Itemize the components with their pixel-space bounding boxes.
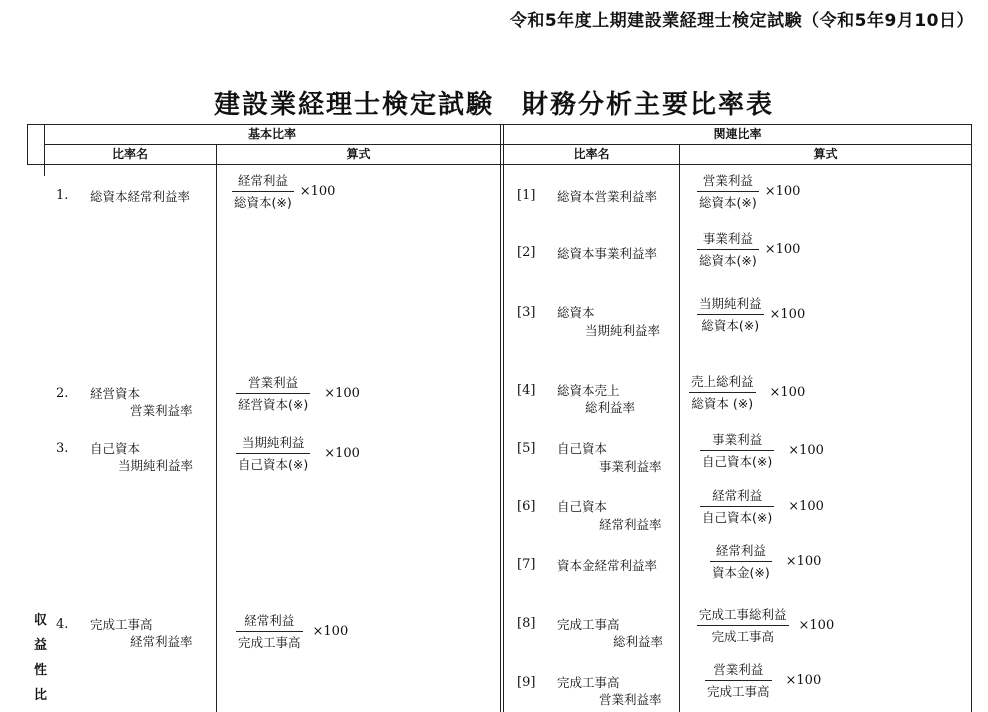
multiplier: ×100: [324, 386, 360, 401]
formula-denominator: 自己資本(※): [702, 510, 773, 525]
fraction-bar: [697, 249, 759, 250]
basic-ratio-formula: [236, 612, 348, 651]
related-ratio-formula: [697, 295, 805, 334]
multiplier: ×100: [324, 446, 360, 461]
fraction-bar: [236, 453, 310, 454]
multiplier: ×100: [785, 554, 822, 569]
fraction-bar: [236, 631, 303, 632]
multiplier: ×100: [788, 499, 824, 514]
related-col-formula-header: 算式: [813, 147, 838, 161]
formula-denominator: 経営資本(※): [238, 397, 309, 412]
related-ratio-name: 総資本売上: [557, 383, 620, 398]
related-ratio-name: 自己資本: [557, 441, 608, 456]
formula-denominator: 総資本(※): [699, 195, 757, 210]
related-ratio-number: [4]: [517, 383, 536, 398]
related-ratio-name: 完成工事高: [557, 617, 620, 632]
multiplier: ×100: [798, 618, 835, 633]
basic-col-name-header: 比率名: [111, 147, 148, 161]
basic-ratio-name: 自己資本: [90, 441, 141, 456]
formula-denominator: 総資本(※): [234, 195, 292, 210]
multiplier: ×100: [785, 673, 822, 688]
related-ratio-number: [6]: [517, 499, 536, 514]
formula-numerator: 経常利益: [244, 613, 295, 628]
left-outer-border: [27, 124, 28, 164]
page-title: 建設業経理士検定試験 財務分析主要比率表: [213, 90, 774, 120]
section-divider-b: [503, 124, 504, 712]
formula-denominator: 自己資本(※): [702, 454, 773, 469]
basic-ratio-number: 1.: [56, 188, 69, 203]
basic-col-formula-header: 算式: [346, 147, 371, 161]
basic-name-formula-divider: [216, 144, 217, 712]
related-ratio-number: [8]: [517, 616, 536, 631]
basic-ratio-number: 3.: [56, 441, 69, 456]
basic-ratio-name: 完成工事高: [90, 617, 153, 632]
fraction-bar: [700, 450, 774, 451]
formula-denominator: 完成工事高: [238, 635, 301, 650]
formula-denominator: 自己資本(※): [238, 457, 309, 472]
exam-header: 令和5年度上期建設業経理士検定試験（令和5年9月10日）: [509, 11, 974, 31]
basic-ratio-formula: [236, 434, 360, 473]
formula-denominator: 完成工事高: [707, 684, 770, 699]
related-ratio-formula: [700, 431, 824, 470]
basic-ratio-name: 経営資本: [90, 386, 141, 401]
formula-numerator: 完成工事総利益: [699, 607, 787, 622]
related-ratio-header: 関連比率: [713, 127, 762, 141]
basic-ratio-name-line2: 経常利益率: [130, 634, 193, 649]
side-label-char: 性: [34, 663, 48, 678]
side-label-char: 収: [34, 613, 48, 628]
multiplier: ×100: [788, 443, 824, 458]
related-ratio-formula: [697, 230, 800, 269]
multiplier: ×100: [769, 307, 806, 322]
related-ratio-name: 完成工事高: [557, 675, 620, 690]
section-divider-a: [500, 124, 501, 712]
formula-numerator: 経常利益: [237, 173, 288, 188]
related-ratio-number: [3]: [517, 305, 536, 320]
related-ratio-number: [1]: [517, 188, 536, 203]
formula-numerator: 営業利益: [713, 662, 764, 677]
basic-ratio-number: 4.: [56, 617, 69, 632]
side-category-label: [34, 608, 47, 708]
formula-denominator: 総資本(※): [699, 253, 757, 268]
fraction-bar: [689, 392, 756, 393]
formula-numerator: 経常利益: [715, 543, 766, 558]
formula-numerator: 営業利益: [248, 375, 299, 390]
multiplier: ×100: [312, 624, 349, 639]
related-ratio-formula: [700, 487, 824, 526]
related-ratio-name: 総資本事業利益率: [557, 246, 658, 261]
related-ratio-formula: [705, 661, 821, 700]
related-ratio-name: 資本金経常利益率: [557, 558, 658, 573]
basic-ratio-number: 2.: [56, 386, 69, 401]
fraction-bar: [697, 314, 764, 315]
related-ratio-name-line2: 営業利益率: [599, 692, 662, 707]
basic-ratio-name-line2: 当期純利益率: [118, 458, 194, 473]
related-ratio-name-line2: 当期純利益率: [585, 323, 661, 338]
related-ratio-name-line2: 事業利益率: [599, 459, 662, 474]
related-ratio-number: [7]: [517, 557, 536, 572]
related-ratio-name-line2: 総利益率: [585, 400, 636, 415]
formula-numerator: 売上総利益: [691, 374, 754, 389]
header-mid-border: [44, 144, 972, 145]
related-ratio-name: 総資本営業利益率: [557, 189, 658, 204]
formula-denominator: 総資本(※): [701, 318, 760, 333]
related-ratio-name: 自己資本: [557, 499, 608, 514]
fraction-bar: [710, 561, 772, 562]
basic-ratio-header: 基本比率: [247, 127, 296, 141]
related-ratio-formula: [710, 542, 821, 581]
fraction-bar: [232, 191, 294, 192]
related-ratio-number: [9]: [517, 675, 536, 690]
side-label-char: 比: [34, 688, 48, 703]
multiplier: ×100: [764, 242, 801, 257]
multiplier: ×100: [764, 184, 801, 199]
fraction-bar: [700, 506, 774, 507]
formula-denominator: 総資本 (※): [691, 396, 754, 411]
related-ratio-number: [5]: [517, 441, 536, 456]
basic-ratio-name: 総資本経常利益率: [90, 189, 191, 204]
formula-numerator: 事業利益: [702, 231, 753, 246]
formula-numerator: 当期純利益: [241, 435, 305, 450]
multiplier: ×100: [769, 385, 806, 400]
basic-ratio-formula: [232, 172, 335, 211]
basic-ratio-formula: [236, 374, 360, 413]
basic-ratio-name-line2: 営業利益率: [130, 403, 193, 418]
formula-denominator: 資本金(※): [712, 565, 770, 580]
formula-denominator: 完成工事高: [711, 629, 775, 644]
related-col-name-header: 比率名: [573, 147, 610, 161]
related-ratio-number: [2]: [517, 245, 536, 260]
related-ratio-formula: [689, 373, 805, 412]
formula-numerator: 当期純利益: [699, 296, 762, 311]
multiplier: ×100: [299, 184, 336, 199]
formula-numerator: 営業利益: [702, 173, 753, 188]
related-ratio-formula: [697, 606, 834, 645]
fraction-bar: [697, 191, 759, 192]
fraction-bar: [236, 393, 310, 394]
related-ratio-name-line2: 経常利益率: [599, 517, 662, 532]
related-ratio-name: 総資本: [557, 305, 595, 320]
related-name-formula-divider: [679, 144, 680, 712]
side-label-char: 益: [34, 638, 48, 653]
fraction-bar: [705, 680, 772, 681]
fraction-bar: [697, 625, 789, 626]
formula-numerator: 事業利益: [712, 432, 763, 447]
formula-numerator: 経常利益: [712, 488, 763, 503]
related-ratio-name-line2: 総利益率: [613, 634, 664, 649]
related-ratio-formula: [697, 172, 800, 211]
right-outer-border: [971, 124, 972, 712]
